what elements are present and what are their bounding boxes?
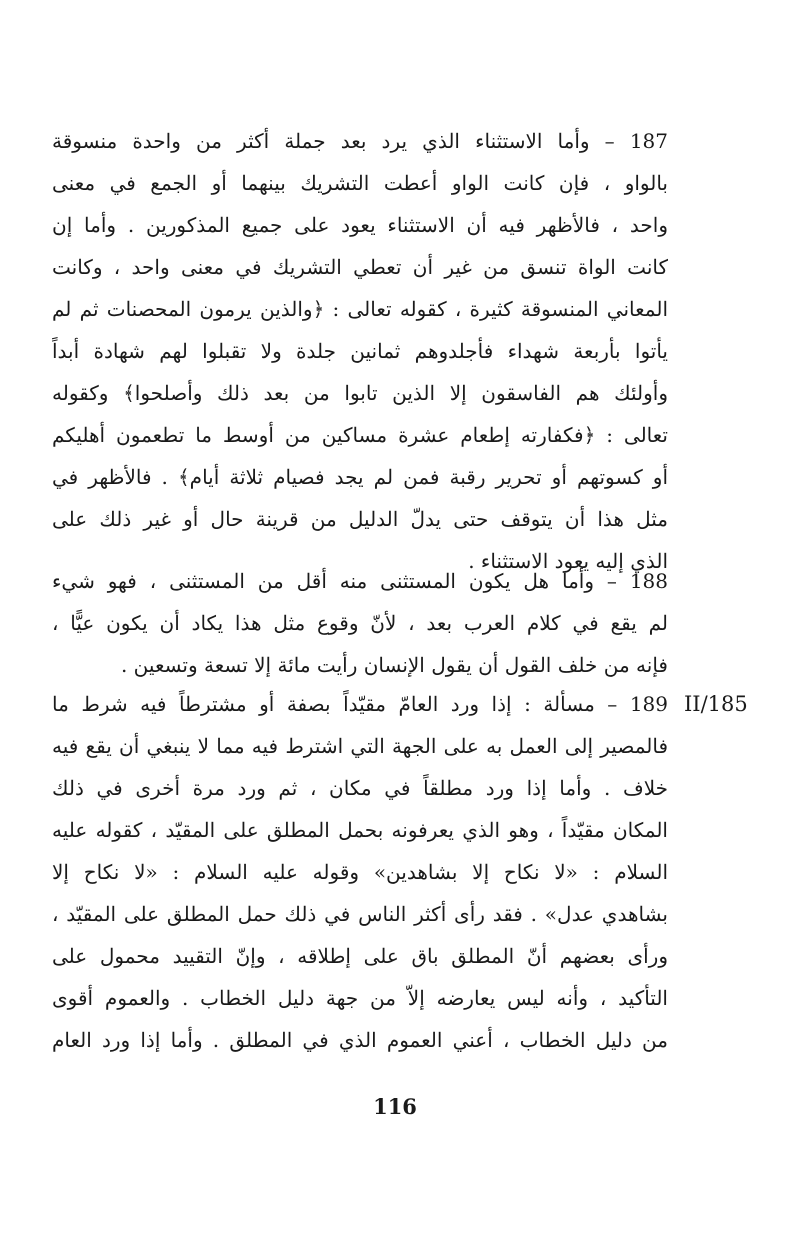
text-line: 188 – وأما هل يكون المستثنى منه أقل من المستثنى ، فهو شيء bbox=[52, 569, 668, 593]
paragraph-188 bbox=[52, 560, 668, 686]
text-line: الذي إليه يعود الاستثناء . bbox=[468, 549, 668, 573]
page-number: 116 bbox=[373, 1094, 417, 1119]
text-line: وأولئك هم الفاسقون إلا الذين تابوا من بعد ذلك وأصلحوا﴾ وكقوله bbox=[52, 381, 668, 405]
text-line: المكان مقيّداً ، وهو الذي يعرفونه بحمل المطلق على المقيّد ، كقوله عليه bbox=[52, 818, 668, 842]
text-line: السلام : «لا نكاح إلا بشاهدين» وقوله عليه السلام : «لا نكاح إلا bbox=[52, 860, 668, 884]
text-line: يأتوا بأربعة شهداء فأجلدوهم ثمانين جلدة ولا تقبلوا لهم شهادة أبداً bbox=[52, 339, 668, 363]
text-line: 187 – وأما الاستثناء الذي يرد بعد جملة أكثر من واحدة منسوقة bbox=[52, 129, 668, 153]
text-line: خلاف . وأما إذا ورد مطلقاً في مكان ، ثم ورد مرة أخرى في ذلك bbox=[52, 776, 668, 800]
text-line: لم يقع في كلام العرب بعد ، لأنّ وقوع مثل هذا يكاد أن يكون عيًّا ، bbox=[52, 611, 668, 635]
text-line: تعالى : ﴿فكفارته إطعام عشرة مساكين من أوسط ما تطعمون أهليكم bbox=[52, 423, 668, 447]
text-line: فإنه من خلف القول أن يقول الإنسان رأيت مائة إلا تسعة وتسعين . bbox=[120, 653, 668, 677]
text-line: فالمصير إلى العمل به على الجهة التي اشترط فيه مما لا ينبغي أن يقع فيه bbox=[52, 734, 668, 758]
text-line: التأكيد ، وأنه ليس يعارضه إلاّ من جهة دليل الخطاب . والعموم أقوى bbox=[52, 986, 668, 1010]
paragraph-189 bbox=[52, 683, 668, 1061]
text-line: واحد ، فالأظهر فيه أن الاستثناء يعود على جميع المذكورين . وأما إن bbox=[52, 213, 668, 237]
text-line: أو كسوتهم أو تحرير رقبة فمن لم يجد فصيام ثلاثة أيام﴾ . فالأظهر في bbox=[52, 465, 668, 489]
text-line: مثل هذا أن يتوقف حتى يدلّ الدليل من قرينة حال أو غير ذلك على bbox=[52, 507, 668, 531]
margin-reference: II/185 bbox=[684, 692, 748, 716]
text-line: من دليل الخطاب ، أعني العموم الذي في المطلق . وأما إذا ورد العام bbox=[52, 1028, 668, 1052]
text-line: المعاني المنسوقة كثيرة ، كقوله تعالى : ﴿والذين يرمون المحصنات ثم لم bbox=[52, 297, 668, 321]
text-line: 189 – مسألة : إذا ورد العامّ مقيّداً بصفة أو مشترطاً فيه شرط ما bbox=[52, 692, 668, 716]
text-line: كانت الواة تنسق من غير أن تعطي التشريك في معنى واحد ، وكانت bbox=[52, 255, 668, 279]
text-line: بالواو ، فإن كانت الواو أعطت التشريك بينهما أو الجمع في معنى bbox=[52, 171, 668, 195]
paragraph-187 bbox=[52, 120, 668, 582]
text-line: بشاهدي عدل» . فقد رأى أكثر الناس في ذلك حمل المطلق على المقيّد ، bbox=[52, 902, 668, 926]
text-line: ورأى بعضهم أنّ المطلق باق على إطلاقه ، وإنّ التقييد محمول على bbox=[52, 944, 668, 968]
